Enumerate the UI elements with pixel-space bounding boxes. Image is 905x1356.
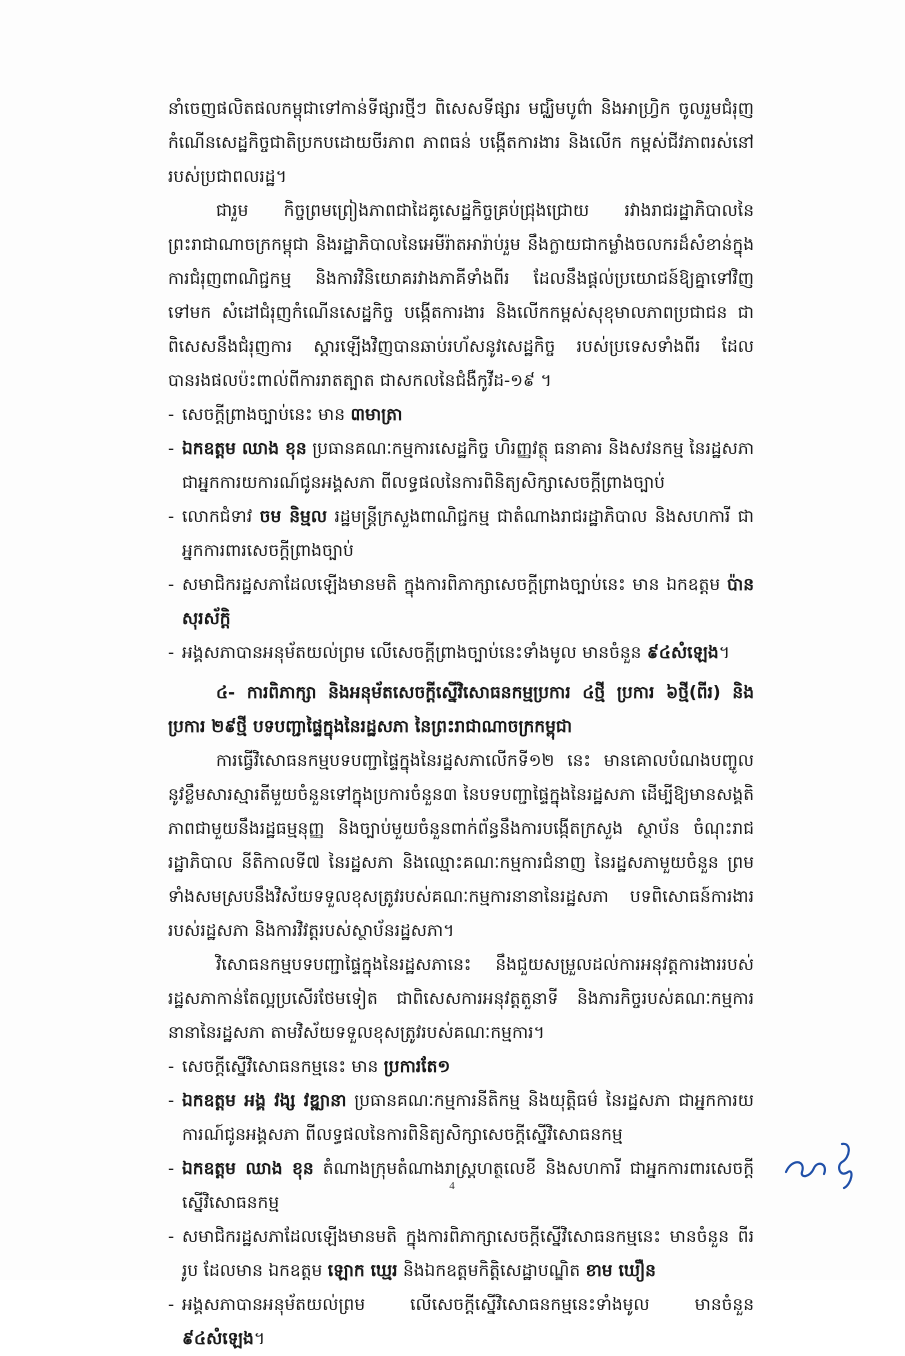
page-number: 4 [449,1180,455,1192]
bullet-text: សមាជិករដ្ឋសភាដែលឡើងមានមតិ ក្នុងការពិភាក្សាសេចក្តីស្នើវិសោធនកម្មនេះ មានចំនួន ពីររូប ដែលមាន ឯកឧត្តម [182,1227,754,1281]
bullet-emphasis: ឯកឧត្តម ឈាង ខុន [182,1159,314,1179]
bullet-text-tail: ។ [718,643,730,663]
bullet-text: សេចក្តីស្នើវិសោធនកម្មនេះ មាន [182,1057,384,1077]
bullet-text: សមាជិករដ្ឋសភាដែលឡើងមានមតិ ក្នុងការពិភាក្សាសេចក្តីព្រាងច្បាប់នេះ មាន ឯកឧត្តម [182,575,728,595]
bullet-text: លោកជំទាវ [182,507,260,527]
paragraph-text: ជារួម កិច្ចព្រមព្រៀងភាពជាដៃគូសេដ្ឋកិច្ចគ្រប់ជ្រុងជ្រោយ រវាងរាជរដ្ឋាភិបាលនៃព្រះរាជាណាចក្រកម្ពុជា និងរដ្ឋាភិបាលនៃអេមីរ៉ាតអារ៉ាប់រួម នឹងក្លាយជាកម្លាំងចលករដ៏សំខាន់ក្នុងការជំរុញពាណិជ្ជកម្ម និងការវិនិយោគរវាងភាគីទាំងពីរ ដែលនឹងផ្តល់ប្រយោជន៍ឱ្យគ្នាទៅវិញទៅមក សំដៅជំរុញកំណើនសេដ្ឋកិច្ច បង្កើតការងារ និងលើកកម្ពស់សុខុមាលភាពប្រជាជន ជាពិសេសនឹងជំរុញការ ស្តារឡើងវិញបានឆាប់រហ័សនូវសេដ្ឋកិច្ច របស់ប្រទេសទាំងពីរ ដែលបានរងផលប៉ះពាល់ពីការរាតត្បាត ជាសកលនៃជំងឺកូវីដ-១៩ ។ [168,201,754,391]
bullet-item [168,1050,754,1084]
bullet-text: អង្គសភាបានអនុម័តយល់ព្រម លើសេចក្តីព្រាងច្បាប់នេះទាំងមូល មានចំនួន [182,643,647,663]
bullet-text: សេចក្តីព្រាងច្បាប់នេះ មាន [182,405,351,425]
bullet-item [168,1220,754,1288]
bullet-text-tail: រដ្ឋមន្ត្រីក្រសួងពាណិជ្ជកម្ម ជាតំណាងរាជរដ្ឋាភិបាល និងសហការី ជាអ្នកការពារសេចក្តីព្រាងច្បាប់ [182,507,754,561]
bullet-item [168,568,754,636]
bullet-item [168,1288,754,1356]
bullet-emphasis: ឯកឧត្តម ឈាង ខុន [182,439,307,459]
bullet-item [168,398,754,432]
paragraph-text: វិសោធនកម្មបទបញ្ជាផ្ទៃក្នុងនៃរដ្ឋសភានេះ នឹងជួយសម្រួលដល់ការអនុវត្តការងាររបស់រដ្ឋសភាកាន់តែល្អប្រសើរថែមទៀត ជាពិសេសការអនុវត្តតួនាទី និងភារកិច្ចរបស់គណៈកម្មការនានានៃរដ្ឋសភា តាមវិស័យទទួលខុសត្រូវរបស់គណៈកម្មការ។ [168,955,754,1043]
document-body [168,92,754,1356]
paragraph-text: នាំចេញផលិតផលកម្ពុជាទៅកាន់ទីផ្សារថ្មីៗ ពិសេសទីផ្សារ មជ្ឈិមបូព៌ា និងអាហ្វ្រិក ចូលរួមជំរុញកំណើនសេដ្ឋកិច្ចជាតិប្រកបដោយចីរភាព ភាពធន់ បង្កើតការងារ និងលើក កម្ពស់ជីវភាពរស់នៅរបស់ប្រជាពលរដ្ឋ។ [168,99,754,187]
bullet-emphasis: ៣មាត្រា [350,405,403,425]
handwritten-initials [780,1138,880,1198]
body-paragraph [168,194,754,398]
bullet-emphasis: ខាម ឃឿន [585,1261,656,1281]
bullet-item [168,432,754,500]
bullet-text-tail: និងឯកឧត្តមកិត្តិសេដ្ឋាបណ្ឌិត [397,1261,586,1281]
paragraph-text: ការធ្វើវិសោធនកម្មបទបញ្ជាផ្ទៃក្នុងនៃរដ្ឋសភាលើកទី១២ នេះ មានគោលបំណងបញ្ចូលនូវខ្លឹមសារស្មារតីមួយចំនួនទៅក្នុងប្រការចំនួន៣ នៃបទបញ្ជាផ្ទៃក្នុងនៃរដ្ឋសភា ដើម្បីឱ្យមានសង្គតិភាពជាមួយនឹងរដ្ឋធម្មនុញ្ញ និងច្បាប់មួយចំនួនពាក់ព័ន្ធនឹងការបង្កើតក្រសួង ស្ថាប័ន ចំណុះរាជរដ្ឋាភិបាល នីតិកាលទី៧ នៃរដ្ឋសភា និងឈ្មោះគណៈកម្មការជំនាញ នៃរដ្ឋសភាមួយចំនួន ព្រមទាំងសមស្របនឹងវិស័យទទួលខុសត្រូវរបស់គណៈកម្មការនានានៃរដ្ឋសភា បទពិសោធន៍ការងាររបស់រដ្ឋសភា និងការវិវត្តរបស់ស្ថាប័នរដ្ឋសភា។ [168,751,754,941]
bullet-emphasis: ៩៤សំឡេង [646,643,719,663]
bullet-text-tail: ។ [253,1329,266,1349]
bullet-item [168,1084,754,1152]
bullet-text: អង្គសភាបានអនុម័តយល់ព្រម លើសេចក្តីស្នើវិសោធនកម្មនេះទាំងមូល មានចំនួន [182,1295,754,1315]
bullet-emphasis: ឡោក ឃ្មេរ [327,1261,398,1281]
bullet-item [168,636,754,670]
bullet-text-tail: ប្រធានគណៈកម្មការនីតិកម្ម និងយុត្តិធម៌ នៃរដ្ឋសភា ជាអ្នកការយការណ៍ជូនអង្គសភា ពីលទ្ធផលនៃការពិនិត្យសិក្សាសេចក្តីស្នើវិសោធនកម្ម [182,1091,754,1145]
bullet-text-tail: តំណាងក្រុមតំណាងរាស្ត្រហត្ថលេខី និងសហការី ជាអ្នកការពារសេចក្តីស្នើវិសោធនកម្ម [182,1159,755,1213]
section-heading-text: ៤- ការពិភាក្សា និងអនុម័តសេចក្តីស្នើវិសោធនកម្មប្រការ ៤ថ្មី ប្រការ ៦ថ្មី(ពីរ) និងប្រការ ២៩ថ្មី បទបញ្ជាផ្ទៃក្នុងនៃរដ្ឋសភា នៃព្រះរាជាណាចក្រកម្ពុជា [168,683,754,737]
section-heading [168,676,754,744]
bullet-emphasis: ឯកឧត្តម អង្គ វង្ស វឌ្ឍានា [182,1091,347,1111]
body-paragraph [168,948,754,1050]
bullet-emphasis: ប៉ាន សុរស័ក្តិ [182,575,754,629]
bullet-item [168,500,754,568]
bullet-emphasis: ចម និម្មល [259,507,328,527]
bullet-text-tail: ប្រធានគណៈកម្មការសេដ្ឋកិច្ច ហិរញ្ញវត្ថុ ធនាគារ និងសវនកម្ម នៃរដ្ឋសភា ជាអ្នកការយការណ៍ជូនអង្គសភា ពីលទ្ធផលនៃការពិនិត្យសិក្សាសេចក្តីព្រាងច្បាប់ [182,439,755,493]
bullet-emphasis: ៩៤សំឡេង [182,1329,254,1349]
bullet-emphasis: ប្រការតែ១ [383,1057,451,1077]
body-paragraph [168,92,754,194]
body-paragraph [168,744,754,948]
